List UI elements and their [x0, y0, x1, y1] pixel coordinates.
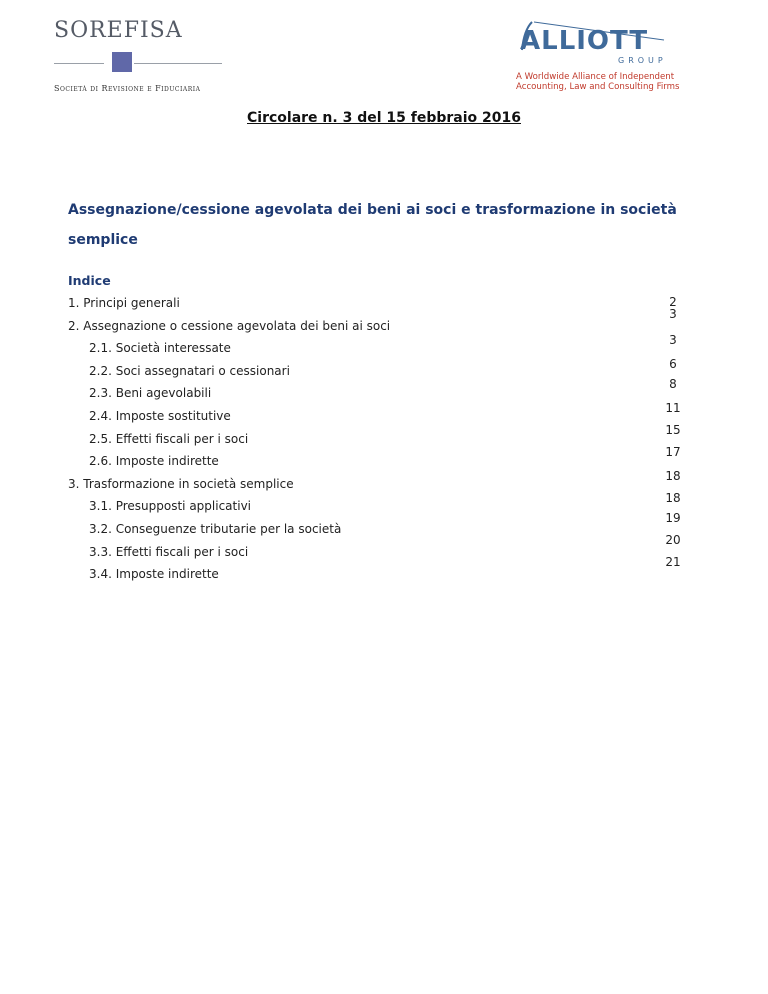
toc-page-number: 11: [665, 401, 681, 415]
toc-entry[interactable]: 2. Assegnazione o cessione agevolata dei beni ai soci: [68, 318, 391, 333]
toc-entry[interactable]: 3.2. Conseguenze tributarie per la società: [89, 521, 342, 536]
toc-page-number: 3: [669, 333, 677, 347]
index-label: Indice: [68, 273, 111, 288]
alliott-logo-tagline: [516, 72, 680, 92]
toc-page-number: 3: [669, 307, 677, 321]
toc-entry[interactable]: 2.5. Effetti fiscali per i soci: [89, 431, 249, 446]
toc-page-number: 8: [669, 377, 677, 391]
alliott-logo-group: GROUP: [618, 56, 667, 65]
toc-page-number: 18: [665, 491, 681, 505]
toc-page-number: 2: [669, 295, 677, 309]
toc-page-number: 15: [665, 423, 681, 437]
toc-entry[interactable]: 3.3. Effetti fiscali per i soci: [89, 544, 249, 559]
sorefisa-logo-tagline: Società di Revisione e Fiduciaria: [54, 84, 201, 93]
toc-page-number: 17: [665, 445, 681, 459]
toc-page-number: 19: [665, 511, 681, 525]
alliott-tagline-line-2: Accounting, Law and Consulting Firms: [516, 82, 680, 92]
toc-entry[interactable]: 1. Principi generali: [68, 296, 180, 310]
toc-entry[interactable]: 2.3. Beni agevolabili: [89, 386, 212, 401]
toc-page-number: 18: [665, 469, 681, 483]
logo-square-icon: [112, 52, 132, 72]
toc-entry[interactable]: 3. Trasformazione in società semplice: [68, 476, 294, 491]
alliott-tagline-line-1: A Worldwide Alliance of Independent: [516, 72, 675, 82]
table-of-contents: [68, 292, 628, 586]
alliott-logo: [514, 20, 694, 92]
toc-entry[interactable]: 3.4. Imposte indirette: [89, 567, 219, 582]
alliott-logo-name: ALLIOTT: [520, 26, 649, 56]
sorefisa-logo: [54, 18, 201, 93]
circular-title: Circolare n. 3 del 15 febbraio 2016: [247, 110, 521, 126]
toc-entry[interactable]: 2.4. Imposte sostitutive: [89, 408, 231, 423]
logo-rule-left: [54, 63, 104, 64]
sorefisa-logo-name: SOREFISA: [54, 18, 183, 43]
toc-entry[interactable]: 2.2. Soci assegnatari o cessionari: [89, 363, 290, 378]
toc-entry[interactable]: 2.6. Imposte indirette: [89, 454, 219, 469]
logo-rule-right: [134, 63, 222, 64]
toc-entry[interactable]: 3.1. Presupposti applicativi: [89, 499, 252, 514]
toc-page-number: 21: [665, 555, 681, 569]
toc-page-number: 20: [665, 533, 681, 547]
document-heading: Assegnazione/cessione agevolata dei beni ai soci e trasformazione in società semplice: [68, 202, 677, 248]
toc-page-number: 6: [669, 357, 677, 371]
toc-entry[interactable]: 2.1. Società interessate: [89, 341, 231, 356]
